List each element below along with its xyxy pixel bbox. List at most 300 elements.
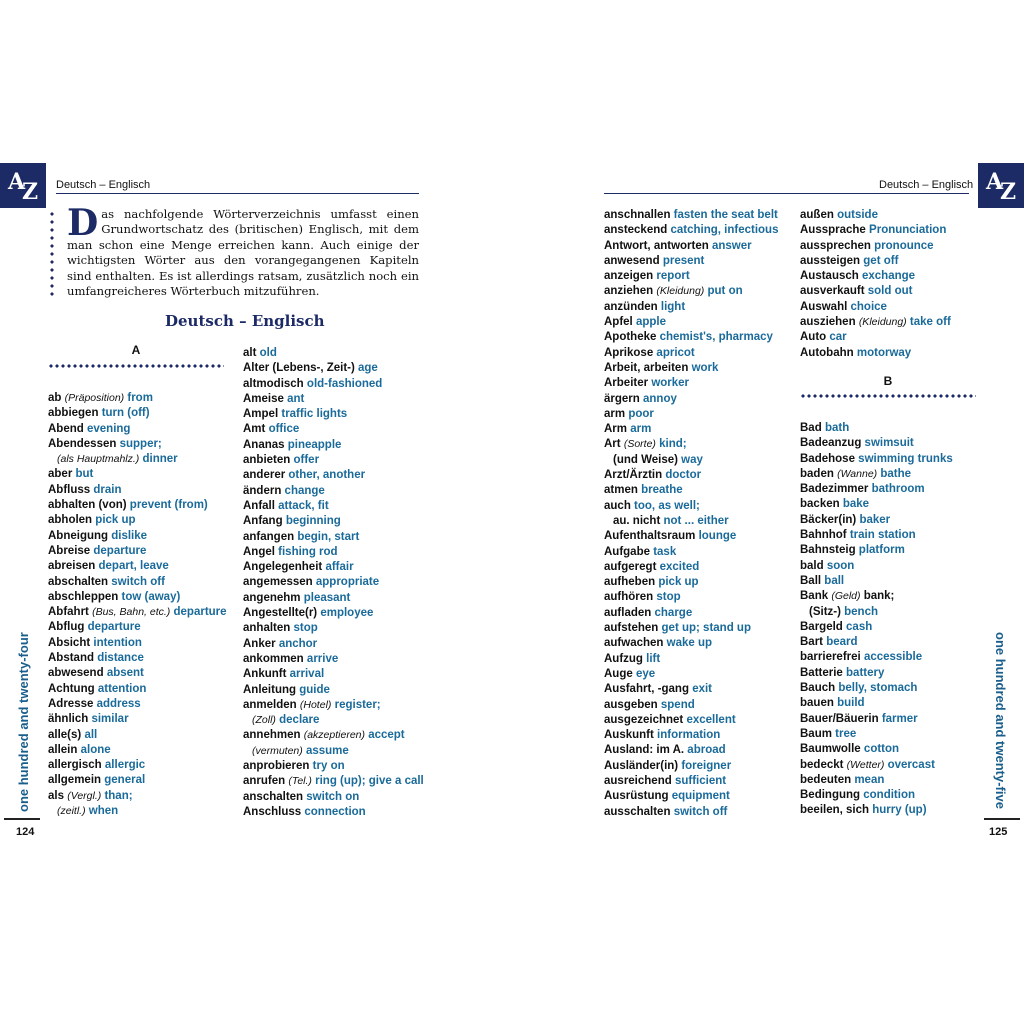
- dictionary-entry: [48, 712, 227, 727]
- german-term: ansteckend: [604, 224, 668, 237]
- grammar-note: (Tel.): [288, 775, 312, 788]
- grammar-note: (Geld): [831, 590, 861, 603]
- dictionary-entry: [243, 805, 424, 820]
- german-term: alt: [243, 347, 257, 359]
- dictionary-entry: [48, 728, 227, 743]
- english-term: way: [681, 453, 703, 466]
- dictionary-entry: [48, 559, 227, 574]
- german-term: annehmen: [243, 729, 301, 742]
- dictionary-entry: [48, 483, 227, 498]
- dictionary-entry: [800, 254, 951, 269]
- german-term: beeilen, sich: [800, 804, 870, 817]
- german-term: anmelden: [243, 698, 297, 711]
- german-term: Apfel: [604, 316, 633, 329]
- english-term: work: [691, 361, 719, 374]
- english-term: ring (up); give a call: [315, 775, 424, 788]
- german-term: backen: [800, 498, 840, 511]
- german-term: außen: [800, 209, 834, 221]
- english-term: accessible: [863, 651, 923, 664]
- german-term: Aufgabe: [604, 545, 650, 558]
- english-term: beginning: [285, 515, 341, 528]
- german-term: Auswahl: [800, 300, 848, 313]
- dictionary-entry: [800, 589, 953, 604]
- az-badge-icon: [0, 163, 46, 208]
- english-term: all: [84, 728, 98, 741]
- english-term: address: [96, 697, 141, 710]
- english-term: stop: [293, 622, 318, 635]
- german-term: Alter (Lebens-, Zeit-): [243, 362, 355, 375]
- german-term: Art: [604, 438, 621, 451]
- dictionary-entry: [604, 269, 778, 284]
- english-term: accept: [368, 729, 405, 742]
- english-term: kind;: [659, 438, 687, 451]
- english-term: spend: [660, 698, 695, 711]
- letter-divider: [800, 394, 976, 398]
- dictionary-entry: [48, 590, 227, 605]
- dictionary-entry: [604, 315, 778, 330]
- german-term: aufladen: [604, 606, 652, 619]
- german-term: Aprikose: [604, 346, 654, 359]
- dictionary-entry: [604, 529, 778, 544]
- german-term: Bäcker(in): [800, 513, 857, 526]
- english-term: drain: [93, 483, 122, 496]
- german-term: ausgezeichnet: [604, 713, 684, 726]
- english-term: foreigner: [681, 759, 732, 772]
- dictionary-entry: [604, 774, 778, 789]
- dictionary-entry: [243, 530, 424, 545]
- german-term: abwesend: [48, 667, 104, 680]
- dictionary-entry: [800, 758, 953, 773]
- dictionary-entry: [800, 681, 953, 696]
- german-term: Abflug: [48, 621, 85, 634]
- german-term: Bahnhof: [800, 529, 847, 542]
- dictionary-entry: [604, 346, 778, 361]
- german-term: Bauch: [800, 682, 836, 695]
- german-term: Bauer/Bäuerin: [800, 712, 879, 725]
- german-term: anzeigen: [604, 270, 654, 283]
- german-term: altmodisch: [243, 377, 304, 390]
- english-term: alone: [80, 743, 111, 756]
- german-term: aufstehen: [604, 622, 659, 635]
- az-letter-z: Z: [1000, 179, 1017, 205]
- german-term: Anker: [243, 637, 276, 650]
- dictionary-entry: [243, 637, 424, 652]
- dictionary-entry: [604, 805, 778, 820]
- english-term: excellent: [686, 713, 736, 726]
- german-term: allgemein: [48, 774, 102, 787]
- entry-column-1: [48, 391, 227, 819]
- english-term: report: [656, 270, 690, 283]
- english-term: sold out: [867, 285, 913, 298]
- german-term: Angelegenheit: [243, 561, 323, 574]
- english-term: put on: [707, 285, 743, 298]
- german-term: Anfang: [243, 515, 283, 528]
- german-term: aufhören: [604, 591, 654, 604]
- german-term: Ankunft: [243, 668, 287, 681]
- dictionary-entry: [243, 728, 424, 743]
- english-term: pineapple: [287, 438, 342, 451]
- dictionary-entry: [800, 513, 953, 528]
- dictionary-entry: [604, 483, 778, 498]
- german-term: bald: [800, 559, 824, 572]
- english-term: doctor: [665, 469, 702, 482]
- dictionary-entry: [800, 467, 953, 482]
- english-term: but: [75, 468, 94, 481]
- german-term: barrierefrei: [800, 651, 861, 664]
- english-term: age: [358, 362, 378, 375]
- dictionary-entry: [800, 574, 953, 589]
- letter-heading-a: A: [131, 343, 141, 357]
- english-term: apricot: [656, 346, 695, 359]
- dictionary-entry: [800, 497, 953, 512]
- german-term: Bedingung: [800, 789, 861, 802]
- grammar-note: (Vergl.): [67, 789, 102, 802]
- english-term: wake up: [666, 637, 713, 650]
- english-term: get off: [863, 254, 899, 267]
- dictionary-entry: [800, 788, 953, 803]
- dictionary-entry: [243, 422, 424, 437]
- german-term: Adresse: [48, 697, 94, 710]
- german-term: ändern: [243, 484, 282, 497]
- german-term: atmen: [604, 484, 638, 497]
- english-term: not ... either: [663, 514, 729, 527]
- english-term: bathe: [880, 467, 912, 480]
- german-term: Ausländer(in): [604, 759, 679, 772]
- english-term: condition: [863, 789, 915, 802]
- german-term: angemessen: [243, 576, 313, 589]
- english-term: fasten the seat belt: [673, 209, 778, 221]
- english-term: lounge: [698, 530, 737, 543]
- dictionary-entry: [800, 543, 953, 558]
- english-term: stop: [656, 591, 681, 604]
- entry-column-4: [800, 208, 951, 361]
- english-term: apple: [635, 316, 666, 329]
- german-term: (und Weise): [613, 453, 678, 466]
- english-term: other, another: [288, 469, 366, 482]
- grammar-note: (Wetter): [846, 758, 885, 771]
- dictionary-entry: [243, 744, 424, 759]
- german-term: bedeckt: [800, 758, 844, 771]
- english-term: prevent (from): [129, 499, 208, 512]
- dictionary-entry: [604, 545, 778, 560]
- german-term: ankommen: [243, 652, 304, 665]
- english-term: departure: [173, 606, 227, 619]
- german-term: Batterie: [800, 666, 843, 679]
- english-term: try on: [312, 760, 345, 773]
- dictionary-entry: [800, 803, 953, 818]
- english-term: depart, leave: [98, 560, 169, 573]
- dictionary-entry: [48, 575, 227, 590]
- english-term: pleasant: [303, 591, 351, 604]
- english-term: ant: [287, 392, 305, 405]
- german-term: aussteigen: [800, 254, 861, 267]
- dictionary-entry: [800, 620, 953, 635]
- dictionary-entry: [800, 330, 951, 345]
- german-term: Ausrüstung: [604, 790, 669, 803]
- german-term: Baum: [800, 727, 832, 740]
- english-term: equipment: [671, 790, 730, 803]
- dictionary-entry: [604, 453, 778, 468]
- german-term: Auto: [800, 331, 827, 344]
- german-term: Ausland: im A.: [604, 744, 685, 757]
- dictionary-entry: [48, 666, 227, 681]
- german-term: abbiegen: [48, 407, 99, 420]
- entry-column-5: [800, 421, 953, 819]
- english-term: battery: [846, 666, 885, 679]
- english-term: dinner: [142, 453, 178, 466]
- english-term: overcast: [887, 758, 935, 771]
- german-term: ausverkauft: [800, 285, 865, 298]
- german-term: aufheben: [604, 576, 656, 589]
- dictionary-entry: [48, 422, 227, 437]
- dictionary-entry: [800, 635, 953, 650]
- english-term: traffic lights: [281, 408, 348, 421]
- german-term: aber: [48, 468, 73, 481]
- section-title: Deutsch – Englisch: [165, 312, 325, 330]
- dictionary-entry: [800, 436, 953, 451]
- dictionary-entry: [604, 560, 778, 575]
- english-term: soon: [826, 559, 855, 572]
- english-term: bank;: [863, 590, 895, 603]
- dictionary-entry: [243, 591, 424, 606]
- dictionary-entry: [243, 438, 424, 453]
- dictionary-entry: [604, 361, 778, 376]
- english-term: assume: [305, 744, 349, 757]
- english-term: ball: [824, 574, 845, 587]
- english-term: farmer: [881, 712, 918, 725]
- dictionary-entry: [800, 315, 951, 330]
- german-term: Abend: [48, 422, 84, 435]
- dictionary-entry: [48, 605, 227, 620]
- english-term: charge: [654, 606, 693, 619]
- dictionary-entry: [48, 498, 227, 513]
- german-term: Antwort, antworten: [604, 239, 709, 252]
- english-term: supper;: [119, 437, 162, 450]
- grammar-note: (Kleidung): [656, 285, 705, 298]
- running-header: Deutsch – Englisch: [879, 179, 974, 191]
- dictionary-entry: [48, 544, 227, 559]
- english-term: change: [284, 484, 325, 497]
- dictionary-entry: [604, 728, 778, 743]
- dictionary-entry: [604, 254, 778, 269]
- german-term: angenehm: [243, 591, 301, 604]
- dictionary-entry: [48, 773, 227, 788]
- german-term: Aussprache: [800, 224, 866, 237]
- header-rule: [56, 193, 419, 194]
- german-term: abreisen: [48, 560, 96, 573]
- dictionary-entry: [48, 682, 227, 697]
- dictionary-entry: [604, 392, 778, 407]
- dictionary-entry: [48, 391, 227, 406]
- german-term: Aufzug: [604, 652, 643, 665]
- german-term: Ball: [800, 574, 822, 587]
- letter-divider: [48, 364, 224, 368]
- dictionary-entry: [604, 239, 778, 254]
- dictionary-entry: [48, 743, 227, 758]
- dictionary-entry: [243, 392, 424, 407]
- german-term: ähnlich: [48, 713, 89, 726]
- header-rule: [604, 193, 969, 194]
- german-term: ärgern: [604, 392, 640, 405]
- dictionary-entry: [800, 528, 953, 543]
- english-term: pick up: [95, 514, 136, 527]
- german-term: Abstand: [48, 652, 94, 665]
- english-term: bench: [844, 605, 879, 618]
- english-term: switch off: [111, 575, 165, 588]
- dictionary-entry: [604, 667, 778, 682]
- dictionary-entry: [243, 468, 424, 483]
- english-term: allergic: [104, 759, 146, 772]
- dictionary-entry: [243, 575, 424, 590]
- english-term: baker: [859, 513, 891, 526]
- german-term: Angel: [243, 545, 275, 558]
- english-term: dislike: [111, 529, 148, 542]
- german-term: Anleitung: [243, 683, 297, 696]
- dictionary-entry: [243, 790, 424, 805]
- dictionary-entry: [604, 300, 778, 315]
- english-term: old-fashioned: [306, 377, 383, 390]
- english-term: annoy: [643, 392, 677, 405]
- english-term: information: [657, 729, 721, 742]
- german-term: allergisch: [48, 759, 102, 772]
- english-term: employee: [320, 607, 374, 620]
- english-term: poor: [628, 407, 654, 420]
- german-term: abschalten: [48, 575, 109, 588]
- english-term: than;: [104, 789, 133, 802]
- grammar-note: (Bus, Bahn, etc.): [92, 606, 171, 619]
- german-term: Abneigung: [48, 529, 109, 542]
- german-term: Apotheke: [604, 331, 657, 344]
- german-term: ausreichend: [604, 774, 672, 787]
- english-term: fishing rod: [278, 545, 338, 558]
- grammar-note: (als Hauptmahlz.): [57, 453, 140, 466]
- dictionary-entry: [243, 346, 424, 361]
- dictionary-entry: [243, 667, 424, 682]
- dictionary-entry: [48, 636, 227, 651]
- german-term: Ausfahrt, -gang: [604, 683, 689, 696]
- english-term: sufficient: [674, 774, 727, 787]
- german-term: Auskunft: [604, 729, 654, 742]
- english-term: get up; stand up: [661, 622, 751, 635]
- dictionary-entry: [800, 269, 951, 284]
- dictionary-entry: [800, 727, 953, 742]
- german-term: anwesend: [604, 254, 660, 267]
- english-term: excited: [659, 560, 700, 573]
- english-term: turn (off): [101, 407, 150, 420]
- english-term: attention: [97, 682, 147, 695]
- dictionary-entry: [800, 346, 951, 361]
- side-page-label: one hundred and twenty-four: [16, 632, 31, 812]
- english-term: bathroom: [871, 483, 925, 496]
- english-term: tow (away): [121, 590, 181, 603]
- english-term: mean: [854, 773, 885, 786]
- dictionary-entry: [604, 437, 778, 452]
- dictionary-entry: [604, 468, 778, 483]
- english-term: tree: [835, 727, 857, 740]
- german-term: aufwachen: [604, 637, 664, 650]
- german-term: anbieten: [243, 454, 291, 467]
- german-term: Badezimmer: [800, 483, 869, 496]
- dictionary-entry: [243, 545, 424, 560]
- az-badge-icon: [978, 163, 1024, 208]
- entry-column-2: [243, 346, 424, 820]
- footer-rule: [4, 818, 40, 820]
- english-term: breathe: [641, 484, 683, 497]
- english-term: appropriate: [315, 576, 380, 589]
- german-term: bauen: [800, 697, 834, 710]
- german-term: alle(s): [48, 728, 82, 741]
- dictionary-entry: [604, 208, 778, 223]
- german-term: bedeuten: [800, 773, 852, 786]
- english-term: old: [259, 347, 277, 359]
- dictionary-entry: [604, 606, 778, 621]
- german-term: Badehose: [800, 452, 855, 465]
- english-term: catching, infectious: [670, 224, 779, 237]
- german-term: abschleppen: [48, 590, 119, 603]
- german-term: anhalten: [243, 622, 291, 635]
- entry-column-3: [604, 208, 778, 820]
- dictionary-entry: [243, 484, 424, 499]
- german-term: anderer: [243, 469, 286, 482]
- english-term: evening: [86, 422, 131, 435]
- english-term: from: [127, 392, 153, 404]
- dictionary-entry: [800, 773, 953, 788]
- english-term: train station: [849, 529, 916, 542]
- dictionary-entry: [604, 499, 778, 514]
- german-term: abhalten (von): [48, 499, 127, 512]
- german-term: Anfall: [243, 499, 275, 512]
- german-term: Abfluss: [48, 483, 91, 496]
- dictionary-entry: [604, 759, 778, 774]
- english-term: outside: [837, 209, 878, 221]
- english-term: pronounce: [874, 239, 934, 252]
- english-term: swimsuit: [864, 437, 914, 450]
- german-term: anzünden: [604, 300, 658, 313]
- german-term: (Sitz-): [809, 605, 841, 618]
- english-term: connection: [304, 805, 366, 818]
- dictionary-entry: [243, 453, 424, 468]
- german-term: anrufen: [243, 775, 286, 788]
- page-number: 125: [989, 826, 1008, 838]
- german-term: Achtung: [48, 682, 95, 695]
- german-term: abholen: [48, 514, 93, 527]
- english-term: belly, stomach: [838, 682, 918, 695]
- english-term: exchange: [862, 270, 916, 283]
- dictionary-entry: [800, 482, 953, 497]
- dictionary-entry: [243, 652, 424, 667]
- english-term: anchor: [278, 637, 318, 650]
- german-term: als: [48, 789, 64, 802]
- dictionary-entry: [243, 759, 424, 774]
- dictionary-entry: [604, 789, 778, 804]
- english-term: build: [837, 697, 865, 710]
- english-term: swimming trunks: [858, 452, 953, 465]
- dictionary-entry: [800, 284, 951, 299]
- dictionary-entry: [243, 361, 424, 376]
- az-letter-a: A: [8, 169, 26, 195]
- german-term: Amt: [243, 423, 266, 436]
- german-term: anziehen: [604, 285, 654, 298]
- german-term: au. nicht: [613, 514, 661, 527]
- dictionary-entry: [604, 514, 778, 529]
- intro-dot-border: [50, 210, 54, 298]
- german-term: anschalten: [243, 790, 304, 803]
- dictionary-entry: [604, 636, 778, 651]
- side-page-label: one hundred and twenty-five: [993, 632, 1008, 809]
- dictionary-entry: [48, 529, 227, 544]
- dictionary-entry: [800, 208, 951, 223]
- dictionary-entry: [604, 376, 778, 391]
